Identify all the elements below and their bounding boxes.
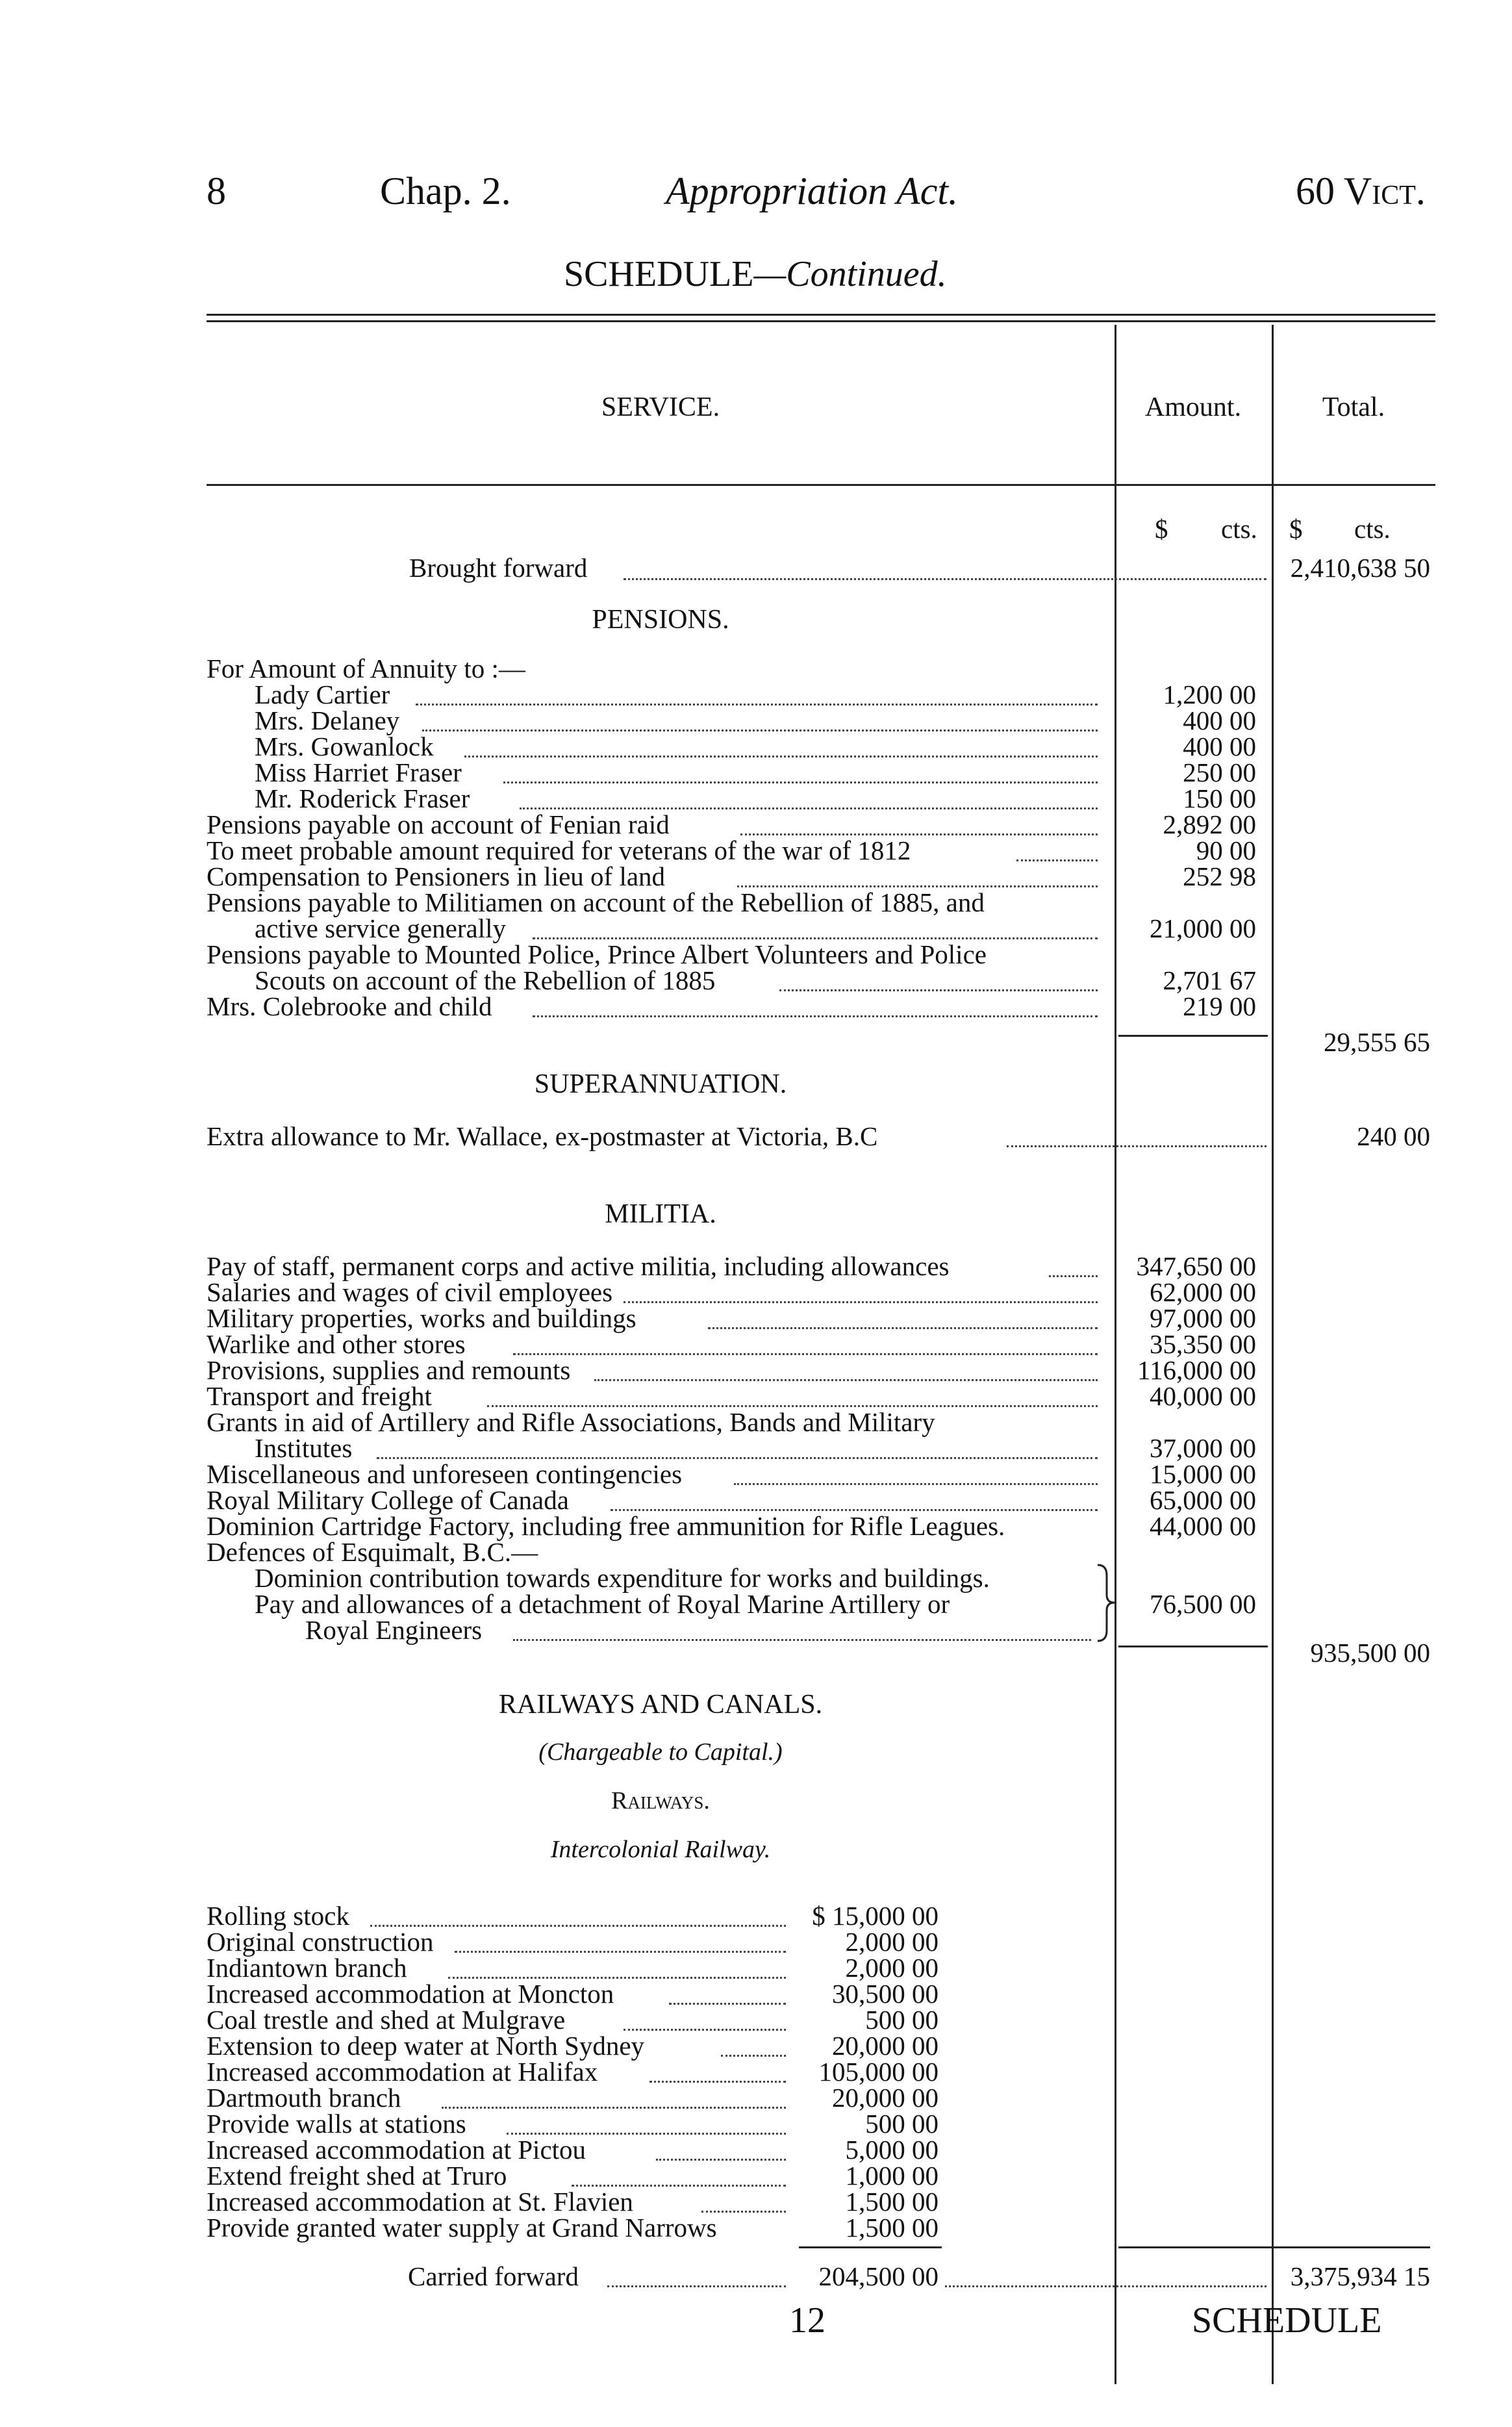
leader-dots bbox=[624, 1301, 1098, 1303]
list-item: Indiantown branch bbox=[207, 1953, 407, 1983]
list-item-amount: 97,000 00 bbox=[1150, 1303, 1256, 1333]
list-item: Lady Cartier bbox=[255, 680, 390, 709]
list-item: Warlike and other stores bbox=[207, 1329, 466, 1359]
leader-dots bbox=[607, 2285, 786, 2287]
list-item-amount: 40,000 00 bbox=[1150, 1381, 1256, 1411]
list-item: Royal Military College of Canada bbox=[207, 1485, 569, 1515]
fenian-raid-amount: 2,892 00 bbox=[1163, 809, 1256, 839]
militiamen-pension-amount: 21,000 00 bbox=[1150, 913, 1256, 943]
pensions-total: 29,555 65 bbox=[1324, 1027, 1430, 1057]
police-pension-amount: 2,701 67 bbox=[1163, 965, 1256, 995]
brought-forward-total: 2,410,638 50 bbox=[1290, 553, 1430, 583]
list-item: Extend freight shed at Truro bbox=[207, 2161, 507, 2191]
list-item: Rolling stock bbox=[207, 1901, 349, 1931]
total-cents-unit: cts. bbox=[1354, 514, 1391, 544]
list-item: Pay of staff, permanent corps and active militia, including allowances bbox=[207, 1251, 950, 1281]
militia-total: 935,500 00 bbox=[1310, 1638, 1430, 1668]
militiamen-pension-line1: Pensions payable to Militiamen on account of the Rebellion of 1885, and bbox=[207, 887, 985, 917]
list-item-amount: 44,000 00 bbox=[1150, 1511, 1256, 1541]
leader-dots bbox=[1016, 859, 1098, 861]
esquimalt-line3: Royal Engineers bbox=[305, 1615, 483, 1645]
colebrooke-amount: 219 00 bbox=[1183, 991, 1256, 1021]
list-item-amount: 500 00 bbox=[865, 2005, 939, 2035]
chapter-label: Chap. 2. bbox=[380, 170, 511, 212]
catchword: SCHEDULE bbox=[1192, 2300, 1382, 2341]
list-item-amount: 116,000 00 bbox=[1137, 1355, 1256, 1385]
total-column-header: Total. bbox=[1322, 392, 1385, 422]
carried-forward-total: 3,375,934 15 bbox=[1290, 2261, 1430, 2291]
leader-dots bbox=[1049, 1275, 1098, 1277]
list-item: Mr. Roderick Fraser bbox=[255, 783, 470, 813]
superannuation-label: Extra allowance to Mr. Wallace, ex-postmaster at Victoria, B.C bbox=[207, 1121, 878, 1151]
list-item: Provisions, supplies and remounts bbox=[207, 1355, 571, 1385]
carried-forward-subtotal: 204,500 00 bbox=[818, 2261, 939, 2291]
list-item-amount: 105,000 00 bbox=[818, 2057, 939, 2087]
leader-dots bbox=[422, 730, 1098, 731]
militia-sum-rule bbox=[1118, 1646, 1268, 1647]
carried-forward-label: Carried forward bbox=[408, 2261, 579, 2291]
list-item-amount: 35,350 00 bbox=[1150, 1329, 1256, 1359]
police-pension-line2: Scouts on account of the Rebellion of 1885 bbox=[255, 965, 716, 995]
intercolonial-railway-heading: Intercolonial Railway. bbox=[550, 1836, 771, 1863]
list-item: Miss Harriet Fraser bbox=[255, 757, 462, 787]
list-item: Military properties, works and buildings bbox=[207, 1303, 636, 1333]
pensions-sum-rule bbox=[1118, 1035, 1268, 1037]
page-number: 8 bbox=[207, 170, 226, 212]
leader-dots bbox=[1007, 1145, 1266, 1147]
list-item-amount: 5,000 00 bbox=[845, 2135, 939, 2165]
list-item-amount: 20,000 00 bbox=[832, 2083, 939, 2113]
list-item-amount: 500 00 bbox=[865, 2109, 939, 2139]
superannuation-heading: SUPERANNUATION. bbox=[534, 1069, 787, 1099]
list-item-amount: 20,000 00 bbox=[832, 2031, 939, 2061]
page-sum-rule bbox=[1118, 2246, 1430, 2248]
list-item-amount: 62,000 00 bbox=[1150, 1277, 1256, 1307]
top-rule bbox=[207, 314, 1435, 316]
schedule-continued: —Continued. bbox=[753, 254, 947, 294]
leader-dots bbox=[464, 756, 1098, 757]
act-title: Appropriation Act. bbox=[666, 170, 958, 212]
amount-dollar-unit: $ bbox=[1155, 514, 1168, 544]
list-item: Transport and freight bbox=[207, 1381, 432, 1411]
leader-dots bbox=[624, 2029, 786, 2031]
grants-line1: Grants in aid of Artillery and Rifle Associations, Bands and Military bbox=[207, 1407, 935, 1437]
list-item-amount: 1,500 00 bbox=[845, 2213, 939, 2243]
list-item-amount: 1,000 00 bbox=[845, 2161, 939, 2191]
fenian-raid-label: Pensions payable on account of Fenian raid bbox=[207, 809, 670, 839]
leader-dots bbox=[513, 1353, 1098, 1355]
list-item: Mrs. Delaney bbox=[255, 705, 400, 735]
list-item-amount: 1,200 00 bbox=[1163, 680, 1256, 709]
war-1812-amount: 90 00 bbox=[1196, 835, 1256, 865]
list-item: Provide granted water supply at Grand Narrows bbox=[207, 2213, 717, 2243]
chargeable-to-capital: (Chargeable to Capital.) bbox=[538, 1738, 783, 1766]
esquimalt-line1: Dominion contribution towards expenditure for works and buildings. bbox=[255, 1563, 990, 1593]
regnal-year: 60 Vict. bbox=[1296, 170, 1426, 212]
grants-line2: Institutes bbox=[255, 1433, 353, 1463]
list-item: Provide walls at stations bbox=[207, 2109, 466, 2139]
esquimalt-line2: Pay and allowances of a detachment of Royal Marine Artillery or bbox=[255, 1589, 950, 1619]
pensions-heading: PENSIONS. bbox=[592, 605, 729, 635]
list-item: Increased accommodation at Moncton bbox=[207, 1979, 614, 2009]
amount-cents-unit: cts. bbox=[1221, 514, 1257, 544]
esquimalt-heading: Defences of Esquimalt, B.C.— bbox=[207, 1537, 538, 1567]
schedule-title bbox=[564, 253, 947, 295]
railways-subheading: Railways. bbox=[611, 1787, 710, 1814]
list-item-amount: 65,000 00 bbox=[1150, 1485, 1256, 1515]
leader-dots bbox=[455, 1951, 786, 1953]
leader-dots bbox=[442, 2107, 786, 2109]
list-item: Increased accommodation at St. Flavien bbox=[207, 2187, 633, 2217]
leader-dots bbox=[721, 2055, 786, 2057]
war-1812-label: To meet probable amount required for veterans of the war of 1812 bbox=[207, 835, 911, 865]
list-item: Increased accommodation at Halifax bbox=[207, 2057, 598, 2087]
list-item-amount: 2,000 00 bbox=[845, 1927, 939, 1957]
land-compensation-amount: 252 98 bbox=[1183, 861, 1256, 891]
leader-dots bbox=[708, 1327, 1098, 1329]
signature-number: 12 bbox=[789, 2300, 825, 2341]
list-item: Original construction bbox=[207, 1927, 434, 1957]
list-item: Salaries and wages of civil employees bbox=[207, 1277, 613, 1307]
total-dollar-unit: $ bbox=[1289, 514, 1303, 544]
list-item: Dominion Cartridge Factory, including free ammunition for Rifle Leagues. bbox=[207, 1511, 1005, 1541]
superannuation-total: 240 00 bbox=[1357, 1121, 1430, 1151]
list-item-amount: 400 00 bbox=[1183, 705, 1256, 735]
leader-dots bbox=[594, 1379, 1098, 1381]
list-item-amount: 150 00 bbox=[1183, 783, 1256, 813]
list-item: Coal trestle and shed at Mulgrave bbox=[207, 2005, 566, 2035]
top-rule-double bbox=[207, 320, 1435, 322]
service-column-header: SERVICE. bbox=[601, 392, 720, 422]
total-column-rule bbox=[1272, 325, 1274, 2384]
list-item: Dartmouth branch bbox=[207, 2083, 401, 2113]
schedule-title-text: SCHEDULE bbox=[564, 254, 754, 294]
list-item: Miscellaneous and unforeseen contingencies bbox=[207, 1459, 683, 1489]
list-item-amount: 2,000 00 bbox=[845, 1953, 939, 1983]
colebrooke-label: Mrs. Colebrooke and child bbox=[207, 991, 492, 1021]
land-compensation-label: Compensation to Pensioners in lieu of land bbox=[207, 861, 666, 891]
list-item-amount: 250 00 bbox=[1183, 757, 1256, 787]
leader-dots bbox=[734, 1483, 1098, 1485]
header-rule bbox=[207, 484, 1435, 486]
amount-column-header: Amount. bbox=[1144, 392, 1242, 422]
leader-dots bbox=[513, 1639, 1091, 1641]
railways-canals-heading: RAILWAYS AND CANALS. bbox=[498, 1690, 823, 1720]
list-item-amount: 15,000 00 bbox=[1150, 1459, 1256, 1489]
leader-dots bbox=[656, 2159, 786, 2161]
leader-dots bbox=[669, 2003, 786, 2005]
leader-dots bbox=[649, 2081, 786, 2083]
list-item-amount: $ 15,000 00 bbox=[812, 1901, 939, 1931]
police-pension-line1: Pensions payable to Mounted Police, Prince Albert Volunteers and Police bbox=[207, 939, 987, 969]
list-item-amount: 1,500 00 bbox=[845, 2187, 939, 2217]
leader-dots bbox=[945, 2285, 1266, 2287]
leader-dots bbox=[624, 578, 1266, 580]
leader-dots bbox=[503, 781, 1098, 783]
militiamen-pension-line2: active service generally bbox=[255, 913, 506, 943]
list-item-amount: 400 00 bbox=[1183, 731, 1256, 761]
list-item-amount: 30,500 00 bbox=[832, 1979, 939, 2009]
esquimalt-amount: 76,500 00 bbox=[1150, 1589, 1256, 1619]
railways-sum-rule bbox=[799, 2246, 942, 2248]
list-item: Extension to deep water at North Sydney bbox=[207, 2031, 645, 2061]
leader-dots bbox=[416, 704, 1098, 705]
brought-forward-label: Brought forward bbox=[409, 553, 588, 583]
brace-icon bbox=[1094, 1562, 1117, 1644]
grants-amount: 37,000 00 bbox=[1150, 1433, 1256, 1463]
leader-dots bbox=[533, 1015, 1098, 1017]
list-item-amount: 347,650 00 bbox=[1136, 1251, 1256, 1281]
list-item: Mrs. Gowanlock bbox=[255, 731, 434, 761]
list-item: Increased accommodation at Pictou bbox=[207, 2135, 586, 2165]
pensions-intro: For Amount of Annuity to :— bbox=[207, 654, 525, 683]
militia-heading: MILITIA. bbox=[605, 1199, 716, 1229]
leader-dots bbox=[779, 989, 1098, 991]
